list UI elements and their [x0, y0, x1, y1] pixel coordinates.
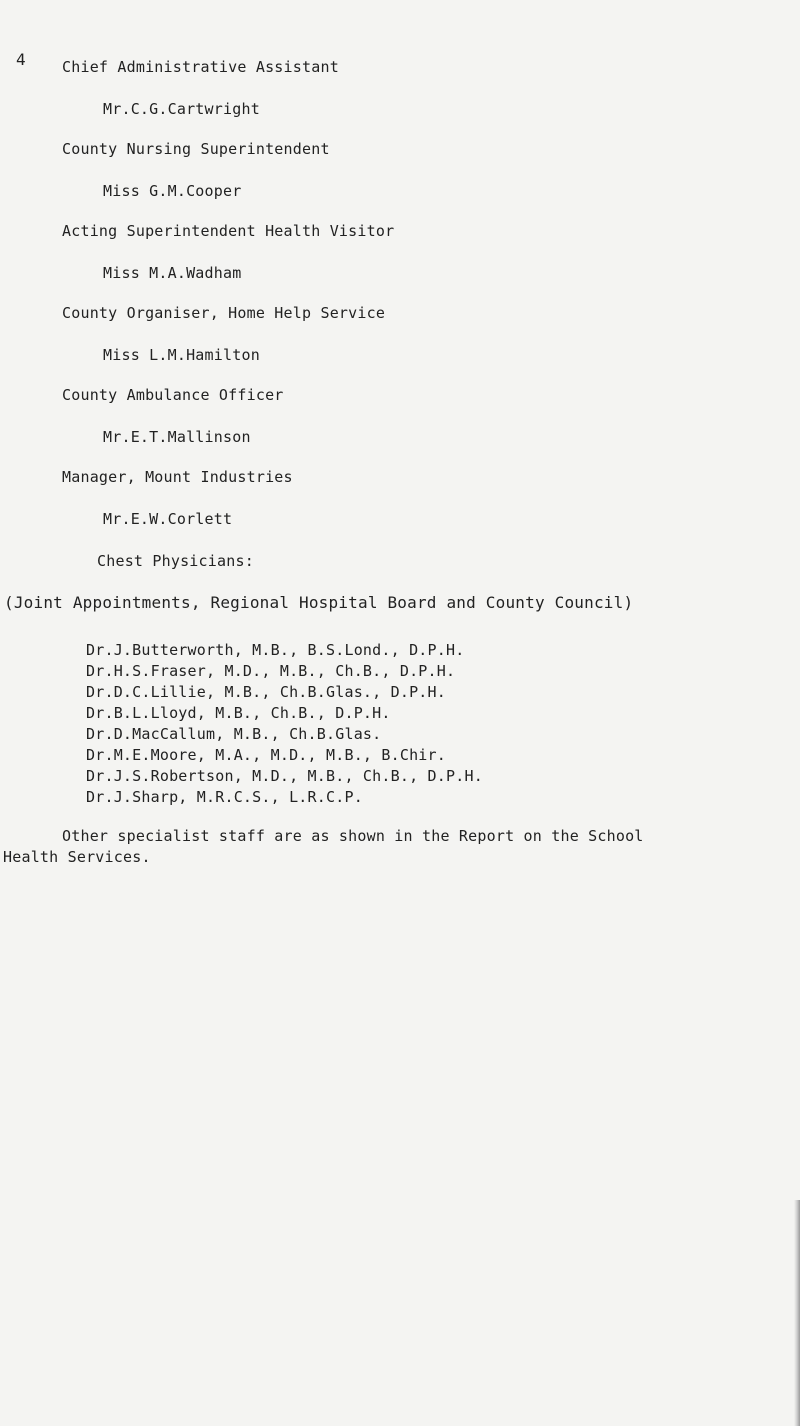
scan-edge-shadow	[794, 1200, 800, 1426]
chest-physicians-heading: Chest Physicians:	[97, 552, 254, 570]
name-acting-superintendent-health-visitor: Miss M.A.Wadham	[103, 264, 242, 282]
footer-note-line2: Health Services.	[3, 848, 151, 866]
physician-fraser: Dr.H.S.Fraser, M.D., M.B., Ch.B., D.P.H.	[86, 662, 456, 680]
physician-lillie: Dr.D.C.Lillie, M.B., Ch.B.Glas., D.P.H.	[86, 683, 446, 701]
name-chief-administrative-assistant: Mr.C.G.Cartwright	[103, 100, 260, 118]
role-acting-superintendent-health-visitor: Acting Superintendent Health Visitor	[62, 222, 395, 240]
physician-moore: Dr.M.E.Moore, M.A., M.D., M.B., B.Chir.	[86, 746, 446, 764]
physician-robertson: Dr.J.S.Robertson, M.D., M.B., Ch.B., D.P.H.	[86, 767, 483, 785]
page-number: 4	[16, 50, 26, 69]
physician-butterworth: Dr.J.Butterworth, M.B., B.S.Lond., D.P.H.	[86, 641, 465, 659]
name-manager-mount-industries: Mr.E.W.Corlett	[103, 510, 233, 528]
role-manager-mount-industries: Manager, Mount Industries	[62, 468, 293, 486]
physician-maccallum: Dr.D.MacCallum, M.B., Ch.B.Glas.	[86, 725, 382, 743]
role-chief-administrative-assistant: Chief Administrative Assistant	[62, 58, 339, 76]
name-county-ambulance-officer: Mr.E.T.Mallinson	[103, 428, 251, 446]
role-county-organiser-home-help: County Organiser, Home Help Service	[62, 304, 386, 322]
role-county-nursing-superintendent: County Nursing Superintendent	[62, 140, 330, 158]
name-county-nursing-superintendent: Miss G.M.Cooper	[103, 182, 242, 200]
role-county-ambulance-officer: County Ambulance Officer	[62, 386, 284, 404]
physician-lloyd: Dr.B.L.Lloyd, M.B., Ch.B., D.P.H.	[86, 704, 391, 722]
name-county-organiser-home-help: Miss L.M.Hamilton	[103, 346, 260, 364]
joint-appointments-note: (Joint Appointments, Regional Hospital Board and County Council)	[4, 593, 634, 612]
physician-sharp: Dr.J.Sharp, M.R.C.S., L.R.C.P.	[86, 788, 363, 806]
footer-note-line1: Other specialist staff are as shown in the Report on the School	[62, 827, 644, 845]
